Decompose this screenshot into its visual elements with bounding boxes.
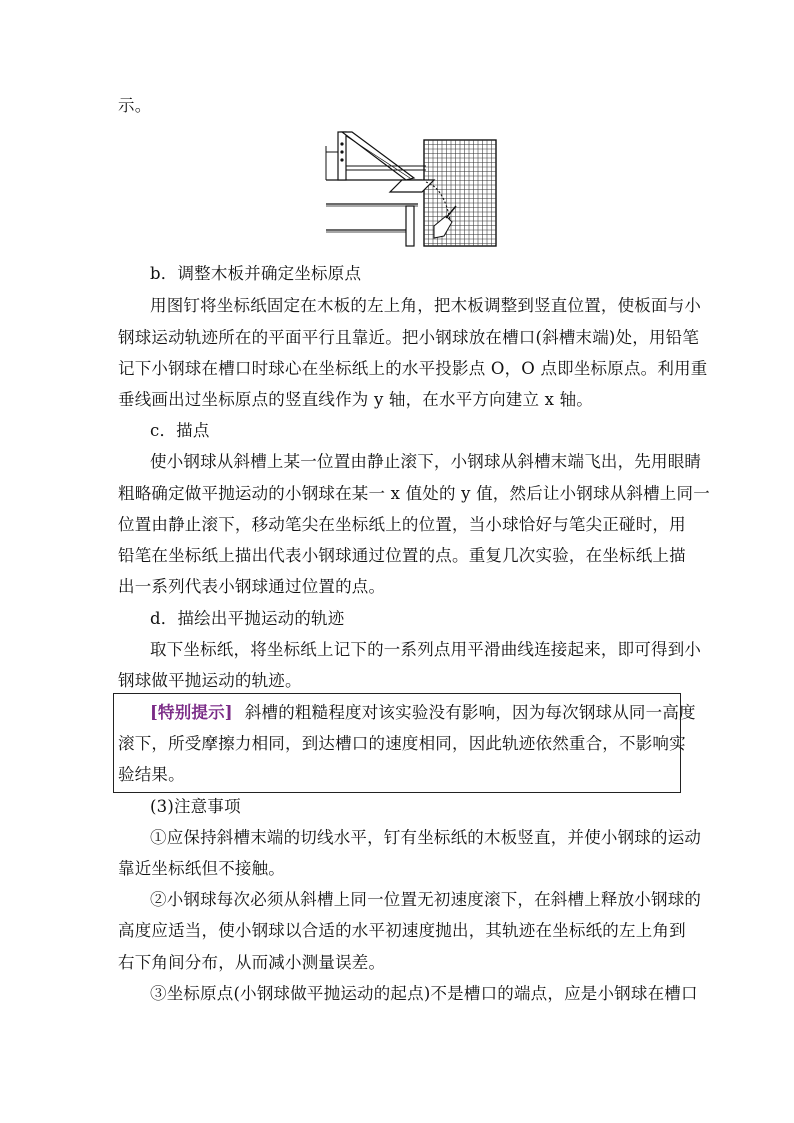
paragraph-line: 出一系列代表小钢球通过位置的点。 bbox=[118, 577, 386, 596]
paragraph-line: 铅笔在坐标纸上描出代表小钢球通过位置的点。重复几次实验，在坐标纸上描 bbox=[118, 546, 686, 565]
note-line: 验结果。 bbox=[118, 765, 185, 784]
paragraph-line: 使小钢球从斜槽上某一位置由静止滚下，小钢球从斜槽末端飞出，先用眼睛 bbox=[150, 452, 702, 471]
heading-step-d: d．描绘出平抛运动的轨迹 bbox=[150, 609, 345, 628]
note-tag: [特别提示] bbox=[150, 703, 233, 722]
paragraph-line: 记下小钢球在槽口时球心在坐标纸上的水平投影点 O，O 点即坐标原点。利用重 bbox=[118, 359, 708, 378]
paragraph-line: 靠近坐标纸但不接触。 bbox=[118, 859, 285, 878]
paragraph-line: ③坐标原点(小钢球做平抛运动的起点)不是槽口的端点，应是小钢球在槽口 bbox=[150, 984, 698, 1003]
note-line: 滚下，所受摩擦力相同，到达槽口的速度相同，因此轨迹依然重合，不影响实 bbox=[118, 734, 686, 753]
paragraph-line: 粗略确定做平抛运动的小钢球在某一 x 值处的 y 值，然后让小钢球从斜槽上同一 bbox=[118, 484, 710, 503]
paragraph-line: 位置由静止滚下，移动笔尖在坐标纸上的位置，当小球恰好与笔尖正碰时，用 bbox=[118, 515, 686, 534]
projectile-apparatus-illustration bbox=[322, 126, 502, 248]
note-first-line bbox=[150, 703, 696, 723]
heading-precautions: (3)注意事项 bbox=[150, 797, 241, 816]
text-line: 示。 bbox=[118, 96, 152, 115]
paragraph-line: 高度应适当，使小钢球以合适的水平初速度抛出，其轨迹在坐标纸的左上角到 bbox=[118, 921, 686, 940]
heading-step-b: b．调整木板并确定坐标原点 bbox=[150, 264, 362, 283]
paragraph-line: 取下坐标纸，将坐标纸上记下的一系列点用平滑曲线连接起来，即可得到小 bbox=[150, 640, 702, 659]
paragraph-line: 垂线画出过坐标原点的竖直线作为 y 轴，在水平方向建立 x 轴。 bbox=[118, 390, 594, 409]
paragraph-line: 钢球运动轨迹所在的平面平行且靠近。把小钢球放在槽口(斜槽末端)处，用铅笔 bbox=[118, 328, 700, 347]
paragraph-line: ①应保持斜槽末端的切线水平，钉有坐标纸的木板竖直，并使小钢球的运动 bbox=[150, 828, 702, 847]
paragraph-line: 用图钉将坐标纸固定在木板的左上角，把木板调整到竖直位置，使板面与小 bbox=[150, 296, 702, 315]
paragraph-line: 钢球做平抛运动的轨迹。 bbox=[118, 671, 302, 690]
note-text: 斜槽的粗糙程度对该实验没有影响，因为每次钢球从同一高度 bbox=[244, 703, 696, 722]
paragraph-line: ②小钢球每次必须从斜槽上同一位置无初速度滚下，在斜槽上释放小钢球的 bbox=[150, 890, 702, 909]
heading-step-c: c．描点 bbox=[150, 421, 210, 440]
paragraph-line: 右下角间分布，从而减小测量误差。 bbox=[118, 953, 386, 972]
